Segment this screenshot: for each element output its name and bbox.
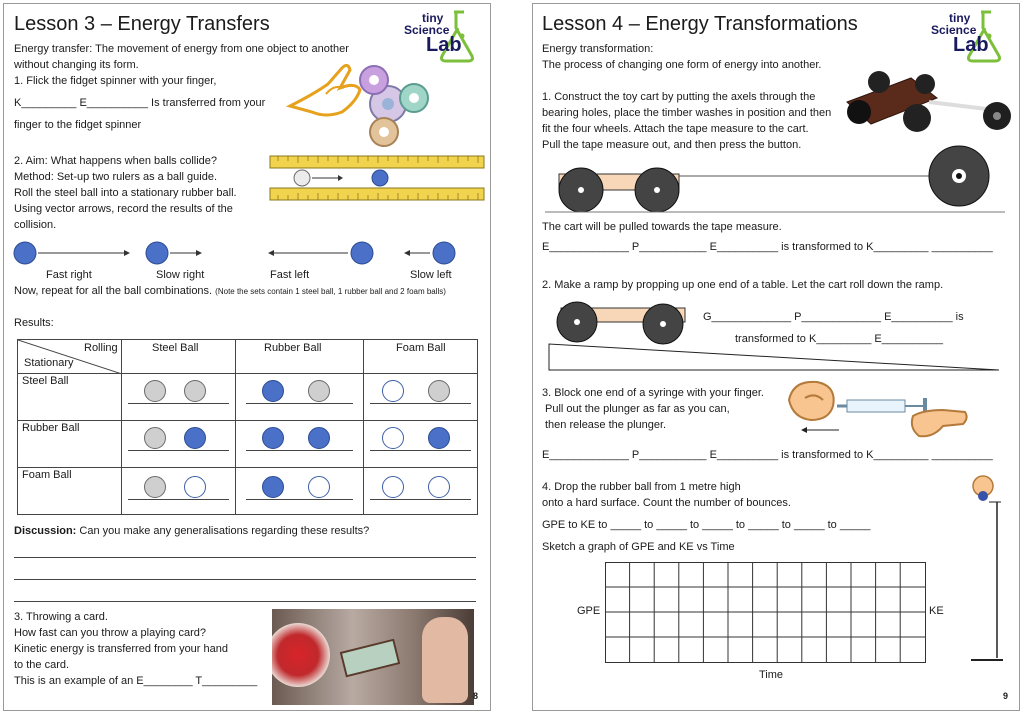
foam-ball <box>428 476 450 498</box>
row-header-steel-ball: Steel Ball <box>18 374 122 421</box>
definition-line-2: without changing its form. <box>14 59 139 71</box>
logo-word-lab: Lab <box>426 34 462 56</box>
motion-label-slow-left: Slow left <box>410 269 452 281</box>
repeat-note: (Note the sets contain 1 steel ball, 1 rubber ball and 2 foam balls) <box>215 287 446 296</box>
card-throwing-photo <box>272 609 474 705</box>
steel-ball <box>308 380 330 402</box>
cell-foam-steel <box>364 374 478 421</box>
row-header-rubber-ball: Rubber Ball <box>18 421 122 468</box>
question-4-sequence: GPE to KE to _____ to _____ to _____ to _____ to _____ to _____ <box>542 519 871 531</box>
rubber-ball <box>184 427 206 449</box>
question-2-blank-1: G_____________ P_____________ E__________ is <box>703 311 964 323</box>
logo-word-science: Science <box>404 23 450 37</box>
question-1-line-d: Pull the tape measure out, and then press the button. <box>542 139 802 151</box>
question-1-blank: E_____________ P___________ E__________ is transformed to K_________ __________ <box>542 241 993 253</box>
red-target-blur <box>272 623 330 687</box>
col-header-steel-ball: Steel Ball <box>122 340 236 374</box>
motion-vector-diagram <box>12 240 472 268</box>
discussion-answer-line <box>14 579 476 580</box>
page-title: Lesson 4 – Energy Transformations <box>542 13 858 35</box>
table-corner-cell <box>18 340 122 374</box>
answer-line <box>370 403 471 404</box>
cell-steel-rubber <box>122 421 236 468</box>
page-title: Lesson 3 – Energy Transfers <box>14 13 270 35</box>
question-3: 3. Throwing a card. <box>14 611 108 623</box>
foam-ball <box>382 427 404 449</box>
cell-rubber-rubber <box>236 421 364 468</box>
graph-label-time: Time <box>759 669 784 681</box>
question-3-blank: E_____________ P___________ E__________ is transformed to K_________ __________ <box>542 449 993 461</box>
question-1: 1. Flick the fidget spinner with your finger, <box>14 75 217 87</box>
answer-line <box>246 450 353 451</box>
stationary-header: Stationary <box>24 357 74 369</box>
rubber-ball <box>262 380 284 402</box>
question-1-blank: K_________ E__________ Is transferred from your <box>14 97 266 109</box>
cart-and-tape-diagram <box>545 142 1005 214</box>
question-3-line-c: to the card. <box>14 659 70 671</box>
discussion-label: Discussion: <box>14 525 77 537</box>
question-3-line-b: Pull out the plunger as far as you can, <box>545 403 730 415</box>
foam-ball <box>308 476 330 498</box>
answer-line <box>246 499 353 500</box>
motion-label-slow-right: Slow right <box>156 269 205 281</box>
answer-line <box>128 499 229 500</box>
row-header-foam-ball: Foam Ball <box>18 468 122 515</box>
cell-rubber-foam <box>236 468 364 515</box>
aim-line <box>14 154 217 168</box>
answer-line <box>246 403 353 404</box>
method-step-4: collision. <box>14 219 57 231</box>
steel-ball <box>144 380 166 402</box>
cell-steel-steel <box>122 374 236 421</box>
cell-rubber-steel <box>236 374 364 421</box>
definition-line-1: Energy transfer: The movement of energy from one object to another <box>14 43 349 55</box>
method-step-2: Roll the steel ball into a stationary rubber ball. <box>14 187 237 199</box>
question-4-line-b: onto a hard surface. Count the number of bounces. <box>542 497 791 509</box>
foam-ball <box>382 476 404 498</box>
page-lesson-4 <box>532 3 1020 711</box>
answer-line <box>128 403 229 404</box>
results-heading: Results: <box>14 317 54 329</box>
question-3-line-d: This is an example of an E________ T_________ <box>14 675 258 687</box>
answer-line <box>370 450 471 451</box>
steel-ball <box>144 427 166 449</box>
logo-word-science: Science <box>931 23 977 37</box>
motion-label-fast-right: Fast right <box>46 269 92 281</box>
graph-label-gpe: GPE <box>577 605 601 617</box>
logo-word-lab: Lab <box>953 34 989 56</box>
answer-line <box>370 499 471 500</box>
question-2: 2. Make a ramp by propping up one end of a table. Let the cart roll down the ramp. <box>542 279 944 291</box>
cell-foam-rubber <box>364 421 478 468</box>
playing-card <box>340 639 401 678</box>
question-3-line-b: Kinetic energy is transferred from your hand <box>14 643 228 655</box>
discussion-line <box>14 524 369 538</box>
hand <box>422 617 468 703</box>
discussion-text: Can you make any generalisations regarding these results? <box>79 525 370 537</box>
rolling-header: Rolling <box>84 342 118 354</box>
question-1-line-b: bearing holes, place the timber washes in position and then <box>542 107 832 119</box>
repeat-text: Now, repeat for all the ball combinations. <box>14 285 213 297</box>
toy-cart-photo <box>839 68 1019 142</box>
method-line <box>14 170 217 184</box>
question-2-blank-2: transformed to K_________ E__________ <box>735 333 943 345</box>
logo-word-tiny: tiny <box>422 11 444 25</box>
repeat-instruction <box>14 284 446 299</box>
question-3-line-a: 3. Block one end of a syringe with your finger. <box>542 387 764 399</box>
diagonal-divider <box>18 340 122 374</box>
motion-label-fast-left: Fast left <box>270 269 310 281</box>
question-1-line-a: 1. Construct the toy cart by putting the axels through the <box>542 91 816 103</box>
foam-ball <box>382 380 404 402</box>
tiny-science-lab-logo <box>929 6 1009 64</box>
rubber-ball <box>262 476 284 498</box>
method-step-3: Using vector arrows, record the results of the <box>14 203 233 215</box>
syringe-and-hands-image <box>783 374 973 448</box>
ruler-ball-guide-image <box>268 154 486 202</box>
answer-line <box>128 450 229 451</box>
method-text: Set-up two rulers as a ball guide. <box>56 171 218 183</box>
results-table <box>17 339 478 515</box>
graph-grid <box>605 562 927 664</box>
aim-text: What happens when balls collide? <box>50 155 218 167</box>
discussion-answer-line <box>14 557 476 558</box>
question-1-line-c: fit the four wheels. Attach the tape measure to the cart. <box>542 123 809 135</box>
hand-flicking-spinner-image <box>286 54 438 150</box>
question-4-graph-instruction: Sketch a graph of GPE and KE vs Time <box>542 541 735 553</box>
steel-ball <box>184 380 206 402</box>
rubber-ball <box>262 427 284 449</box>
steel-ball <box>144 476 166 498</box>
cell-foam-foam <box>364 468 478 515</box>
question-3-line-c: then release the plunger. <box>545 419 667 431</box>
foam-ball <box>184 476 206 498</box>
question-4-line-a: 4. Drop the rubber ball from 1 metre high <box>542 481 741 493</box>
page-number: 9 <box>1003 691 1009 701</box>
col-header-foam-ball: Foam Ball <box>364 340 478 374</box>
definition-line-2: The process of changing one form of energy into another. <box>542 59 822 71</box>
steel-ball <box>428 380 450 402</box>
logo-word-tiny: tiny <box>949 11 971 25</box>
col-header-rubber-ball: Rubber Ball <box>236 340 364 374</box>
page-number: 8 <box>473 691 479 701</box>
page-lesson-3 <box>3 3 491 711</box>
cell-steel-foam <box>122 468 236 515</box>
rubber-ball <box>308 427 330 449</box>
question-1-end: finger to the fidget spinner <box>14 119 142 131</box>
ball-drop-stand-image <box>967 472 1007 664</box>
aim-label: 2. Aim: <box>14 155 48 167</box>
question-1-result: The cart will be pulled towards the tape measure. <box>542 221 782 233</box>
question-3-line-a: How fast can you throw a playing card? <box>14 627 206 639</box>
definition-line-1: Energy transformation: <box>542 43 654 55</box>
graph-label-ke: KE <box>929 605 944 617</box>
discussion-answer-line <box>14 601 476 602</box>
rubber-ball <box>428 427 450 449</box>
method-label: Method: <box>14 171 54 183</box>
